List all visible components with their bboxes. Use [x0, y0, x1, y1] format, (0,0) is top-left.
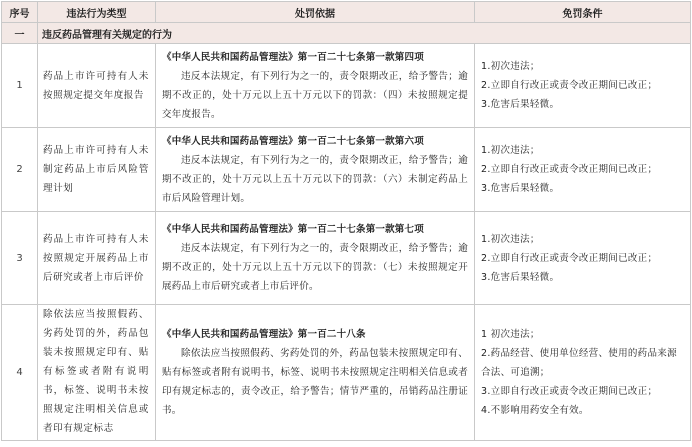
law-text: 除依法应当按照假药、劣药处罚的外，药品包装未按照规定印有、贴有标签或者附有说明书，标签、说明书未按照规定注明相关信息或者印有规定标志的，责令改正，给予警告；情节严重的，吊销药品注册证书。	[162, 348, 468, 416]
condition-item: 4.不影响用药安全有效。	[481, 405, 589, 416]
violation-type: 药品上市许可持有人未按照规定提交年度报告	[38, 44, 156, 128]
table-row	[2, 305, 691, 441]
row-index: 2	[2, 128, 38, 212]
law-text: 违反本法规定，有下列行为之一的，责令限期改正，给予警告；逾期不改正的，处十万元以上五十万元以下的罚款：（四）未按照规定提交年度报告。	[162, 70, 468, 120]
penalty-exemption-table	[1, 1, 691, 441]
table-row	[2, 44, 691, 128]
violation-type: 药品上市许可持有人未制定药品上市后风险管理计划	[38, 128, 156, 212]
condition-item: 2.立即自行改正或责令改正期间已改正；	[481, 80, 658, 91]
condition-item: 3.危害后果轻微。	[481, 271, 560, 283]
law-reference: 《中华人民共和国药品管理法》第一百二十七条第一款第六项	[162, 135, 424, 147]
section-number: 一	[2, 23, 38, 44]
penalty-basis	[156, 305, 475, 441]
exemption-conditions	[475, 212, 691, 305]
exemption-conditions	[475, 44, 691, 128]
condition-item: 1.初次违法；	[481, 145, 540, 156]
condition-item: 2.立即自行改正或责令改正期间已改正；	[481, 164, 658, 175]
law-text: 违反本法规定，有下列行为之一的，责令限期改正，给予警告；逾期不改正的，处十万元以上五十万元以下的罚款：（七）未按照规定开展药品上市后研究或者上市后评价。	[162, 243, 468, 292]
header-type: 违法行为类型	[38, 2, 156, 23]
law-text: 违反本法规定，有下列行为之一的，责令限期改正，给予警告；逾期不改正的，处十万元以上五十万元以下的罚款：（六）未制定药品上市后风险管理计划。	[162, 154, 468, 204]
penalty-basis	[156, 212, 475, 305]
condition-item: 1 初次违法；	[481, 329, 540, 340]
condition-item: 1.初次违法；	[481, 61, 540, 72]
penalty-basis	[156, 44, 475, 128]
header-basis: 处罚依据	[156, 2, 475, 23]
section-row	[2, 23, 691, 44]
condition-item: 3.立即自行改正或责令改正期间已改正；	[481, 386, 658, 397]
table-row	[2, 212, 691, 305]
section-title: 违反药品管理有关规定的行为	[38, 23, 691, 44]
header-seq: 序号	[2, 2, 38, 23]
penalty-basis	[156, 128, 475, 212]
row-index: 1	[2, 44, 38, 128]
exemption-conditions	[475, 128, 691, 212]
condition-item: 1.初次违法；	[481, 233, 540, 245]
table-header-row	[2, 2, 691, 23]
row-index: 4	[2, 305, 38, 441]
law-reference: 《中华人民共和国药品管理法》第一百二十八条	[162, 329, 366, 340]
condition-item: 2.药品经营、使用单位经营、使用的药品来源合法、可追溯；	[481, 348, 677, 378]
law-reference: 《中华人民共和国药品管理法》第一百二十七条第一款第七项	[162, 224, 424, 235]
condition-item: 3.危害后果轻微。	[481, 99, 560, 110]
condition-item: 2.立即自行改正或责令改正期间已改正；	[481, 252, 658, 264]
exemption-conditions	[475, 305, 691, 441]
row-index: 3	[2, 212, 38, 305]
violation-type: 除依法应当按照假药、劣药处罚的外，药品包装未按照规定印有、贴有标签或者附有说明书，标签、说明书未按照规定注明相关信息或者印有规定标志	[38, 305, 156, 441]
condition-item: 3.危害后果轻微。	[481, 183, 560, 194]
header-condition: 免罚条件	[475, 2, 691, 23]
law-reference: 《中华人民共和国药品管理法》第一百二十七条第一款第四项	[162, 51, 424, 63]
table-row	[2, 128, 691, 212]
violation-type: 药品上市许可持有人未按照规定开展药品上市后研究或者上市后评价	[38, 212, 156, 305]
